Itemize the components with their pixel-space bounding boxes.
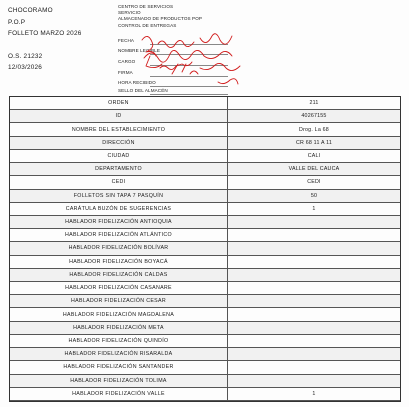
table-row bbox=[10, 335, 400, 348]
row-value bbox=[228, 269, 400, 281]
row-label: FOLLETOS SIN TAPA 7 PASQUÍN bbox=[10, 190, 228, 202]
row-label: CARÁTULA BUZÓN DE SUGERENCIAS bbox=[10, 203, 228, 215]
table-row bbox=[10, 375, 400, 388]
row-value: CALI bbox=[307, 152, 321, 159]
table-row bbox=[10, 388, 400, 401]
row-label: CIUDAD bbox=[10, 150, 228, 162]
table-row bbox=[10, 295, 400, 308]
service-order: O.S. 21232 bbox=[8, 52, 43, 60]
row-value bbox=[228, 256, 400, 268]
row-label: DIRECCIÓN bbox=[10, 137, 228, 149]
row-label: HABLADOR FIDELIZACIÓN META bbox=[10, 322, 228, 334]
field-hora: HORA RECIBIDO bbox=[118, 80, 218, 85]
field-nombre: NOMBRE LEGIBLE bbox=[118, 48, 218, 53]
table-row bbox=[10, 123, 400, 136]
table-row bbox=[10, 216, 400, 229]
table-row bbox=[10, 203, 400, 216]
row-label: HABLADOR FIDELIZACIÓN MAGDALENA bbox=[10, 308, 228, 320]
row-label: HABLADOR FIDELIZACIÓN ANTIOQUIA bbox=[10, 216, 228, 228]
row-value: 1 bbox=[312, 390, 316, 397]
row-value: Drog. La 68 bbox=[299, 126, 329, 133]
row-value bbox=[228, 308, 400, 320]
company-line-3: ALMACENADO DE PRODUCTOS POP bbox=[118, 16, 203, 22]
table-row bbox=[10, 282, 400, 295]
table-row bbox=[10, 361, 400, 374]
table-row bbox=[10, 242, 400, 255]
row-value bbox=[228, 282, 400, 294]
document-date: 12/03/2026 bbox=[8, 64, 42, 71]
row-label: HABLADOR FIDELIZACIÓN CALDAS bbox=[10, 269, 228, 281]
header-left-block bbox=[8, 5, 108, 74]
table-row bbox=[10, 137, 400, 150]
row-label: HABLADOR FIDELIZACIÓN QUINDÍO bbox=[10, 335, 228, 347]
row-label: HABLADOR FIDELIZACIÓN CASANARE bbox=[10, 282, 228, 294]
table-row bbox=[10, 229, 400, 242]
row-value bbox=[228, 361, 400, 373]
row-label: HABLADOR FIDELIZACIÓN ATLÁNTICO bbox=[10, 229, 228, 241]
field-fecha: FECHA bbox=[118, 38, 218, 43]
table-row bbox=[10, 97, 400, 110]
company-line-1: CENTRO DE SERVICIOS bbox=[118, 4, 174, 9]
table-row bbox=[10, 322, 400, 335]
row-value: 211 bbox=[309, 100, 319, 107]
field-firma: FIRMA bbox=[118, 70, 218, 75]
row-label: HABLADOR FIDELIZACIÓN CESAR bbox=[10, 295, 228, 307]
table-row bbox=[10, 348, 400, 361]
table-row bbox=[10, 150, 400, 163]
row-value: VALLE DEL CAUCA bbox=[288, 166, 340, 173]
table-row bbox=[10, 163, 400, 176]
row-label: ID bbox=[10, 110, 228, 122]
row-value: 1 bbox=[312, 205, 316, 212]
field-cargo: CARGO bbox=[118, 59, 218, 64]
row-label: HABLADOR FIDELIZACIÓN SANTANDER bbox=[10, 361, 228, 373]
row-value bbox=[228, 375, 400, 387]
row-label: CEDI bbox=[10, 176, 228, 188]
table-row bbox=[10, 190, 400, 203]
handwritten-annotation bbox=[130, 28, 280, 98]
delivery-table bbox=[9, 96, 401, 402]
row-label: HABLADOR FIDELIZACIÓN VALLE bbox=[10, 388, 228, 400]
table-row bbox=[10, 269, 400, 282]
row-label: HABLADOR FIDELIZACIÓN RISARALDA bbox=[10, 348, 228, 360]
row-label: HABLADOR FIDELIZACIÓN TOLIMA bbox=[10, 375, 228, 387]
company-line-2: SERVICIO bbox=[118, 10, 141, 16]
field-sello: SELLO DEL ALMACÉN bbox=[118, 88, 218, 93]
row-value bbox=[228, 295, 400, 307]
table-row bbox=[10, 308, 400, 321]
campaign-name: FOLLETO MARZO 2026 bbox=[8, 30, 82, 37]
client-name: CHOCORAMO bbox=[8, 7, 53, 14]
material-type: P.O.P bbox=[8, 18, 26, 26]
row-label: NOMBRE DEL ESTABLECIMIENTO bbox=[10, 123, 228, 135]
row-value bbox=[228, 348, 400, 360]
row-value bbox=[228, 242, 400, 254]
row-value bbox=[228, 216, 400, 228]
row-label: HABLADOR FIDELIZACIÓN BOYACÁ bbox=[10, 256, 228, 268]
table-row bbox=[10, 256, 400, 269]
table-row bbox=[10, 176, 400, 189]
row-value bbox=[228, 229, 400, 241]
row-value bbox=[228, 335, 400, 347]
row-value: 40267155 bbox=[301, 113, 327, 120]
company-line-4: CONTROL DE ENTREGAS bbox=[118, 22, 177, 28]
row-value: 50 bbox=[310, 192, 318, 199]
signature-drawing bbox=[130, 28, 280, 98]
row-label: DEPARTAMENTO bbox=[10, 163, 228, 175]
row-value: CR 68 11 A 11 bbox=[296, 139, 332, 146]
row-label: ORDEN bbox=[10, 97, 228, 109]
company-block bbox=[118, 4, 228, 29]
row-value: CEDI bbox=[307, 179, 321, 186]
row-value bbox=[228, 322, 400, 334]
table-row bbox=[10, 110, 400, 123]
row-label: HABLADOR FIDELIZACIÓN BOLÍVAR bbox=[10, 242, 228, 254]
